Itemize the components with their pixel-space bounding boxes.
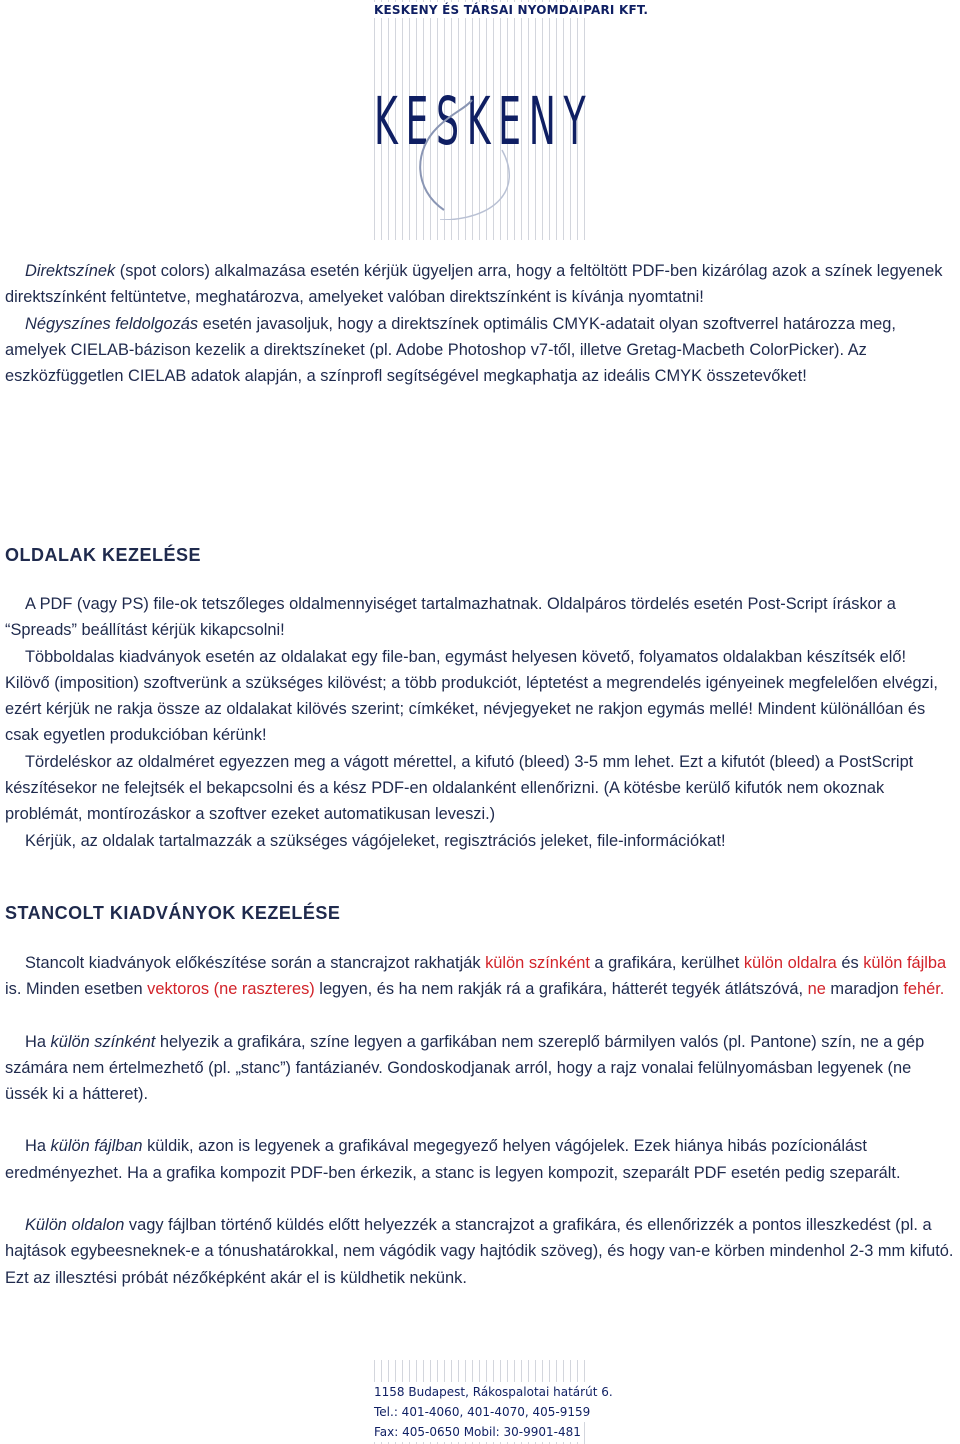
body-text: a grafikára, kerülhet [589,954,744,972]
section-paragraph [5,1133,955,1186]
section-paragraph [5,950,955,1003]
wordmark-letter: K [374,83,398,160]
footer-address: 1158 Budapest, Rákospalotai határút 6. [374,1382,613,1402]
footer-contact [374,1382,613,1442]
body-text: küldik, azon is legyenek a grafikával megegyező helyen vágójelek. Ezek hiánya hibás pozícionálást eredményezhet. Ha a grafika kompozit PDF-ben érkezik, a stanc is legyen kompozit, szeparált PDF esetén pedig szeparált. [5,1137,901,1182]
highlighted-text: külön oldalra [743,954,837,972]
wordmark-letter: Y [563,83,586,160]
body-text: Stancolt kiadványok előkészítése során a stancrajzot rakhatják [25,954,486,972]
body-text: (spot colors) alkalmazása esetén kérjük ügyeljen arra, hogy a feltöltött PDF-ben kizárólag azok a színek legyenek direktszínként feltüntetve, meghatározva, amelyeket valóban direktszínként is kívánja nyomtatni! [5,262,943,307]
section-title: OLDALAK KEZELÉSE [5,545,202,565]
section-stancolt [5,900,955,926]
body-text: is. Minden esetben [5,980,148,999]
section-paragraph [5,1212,955,1291]
emphasis-text: külön színként [50,1032,156,1051]
wordmark-letter: K [466,83,491,160]
body-text: Többoldalas kiadványok esetén az oldalakat egy file-ban, egymást helyesen követő, folyamatos oldalakban készítsék elő! Kilövő (imposition) szoftverünk a szükséges kilövést; a több produkciót, léptetést a megrendelés igényeinek megfelelően elvégzi, ezért kérjük ne rakja össze az oldalakat kilövés szerint; címkéket, névjegyeket ne rakjon egymás mellé! Mindent különállóan és csak egyetlen produkcióban kérünk! [5,647,938,745]
highlighted-text: külön fájlba [863,954,947,972]
body-text: Tördeléskor az oldalméret egyezzen meg a vágott mérettel, a kifutó (bleed) 3-5 mm lehet. Ezt a kifutót (bleed) a PostScript készítésekor ne felejtsék el bekapcsolni és a kész PDF-en oldalanként ellenőrizni. (A kötésbe kerülő kifutók nem okoznak problémát, montírozáskor a szoftver ezeket automatikusan leveszi.) [5,752,914,824]
body-text: Ha [25,1032,51,1051]
section-paragraph [5,1029,955,1108]
section-paragraph [5,828,955,854]
section-oldalak [5,542,955,568]
intro-block [5,258,955,389]
body-text: és [836,954,864,972]
intro-paragraph-2 [5,311,955,390]
body-text: maradjon [825,980,904,999]
body-text: Kérjük, az oldalak tartalmazzák a szükséges vágójeleket, regisztrációs jeleket, file-információkat! [25,831,726,850]
intro-paragraph-1 [5,258,955,311]
body-text: helyezik a grafikára, színe legyen a garfikában nem szereplő bármilyen valós (pl. Pantone) szín, ne a gép számára nem értelmezhető (pl. „stanc”) fantázianév. Gondoskodjanak arról, hogy a rajz vonalai felülnyomásban legyenek (ne üssék ki a hátteret). [5,1032,925,1104]
body-text: Ha [25,1137,51,1156]
section-oldalak-body [5,591,955,854]
highlighted-text: külön színként [485,954,590,972]
body-text: vagy fájlban történő küldés előtt helyezzék a stancrajzot a grafikára, és ellenőrizzék a pontos illeszkedést (pl. a hajtások egybeesneknek-e a tónushatárokkal, nem vágódik vagy hajtódik szöveg), és hogy van-e körben mindenhol 2-3 mm kifutó. Ezt az illesztési próbát nézőképként akár el is küldhetik nekünk. [5,1216,954,1287]
wordmark-letter: S [436,83,460,160]
highlighted-text: ne [807,980,826,999]
section-paragraph [5,591,955,644]
body-text: A PDF (vagy PS) file-ok tetszőleges oldalmennyiséget tartalmazhatnak. Oldalpáros tördelés esetén Post-Script íráskor a “Spreads” beállítást kérjük kikapcsolni! [5,595,896,640]
wordmark-letter: N [528,83,556,160]
logo-swoosh [374,70,586,220]
highlighted-text: fehér. [903,980,945,999]
wordmark-letter: E [405,83,429,160]
section-title: STANCOLT KIADVÁNYOK KEZELÉSE [5,903,341,923]
emphasis-text: Direktszínek [25,262,116,280]
emphasis-text: Külön oldalon [25,1216,125,1235]
section-paragraph [5,644,955,749]
highlighted-text: vektoros (ne raszteres) [147,980,315,999]
footer-tel: Tel.: 401-4060, 401-4070, 405-9159 [374,1402,590,1422]
section-stancolt-body [5,950,955,1291]
emphasis-text: Négyszínes feldolgozás [25,314,199,333]
emphasis-text: külön fájlban [50,1137,143,1156]
section-paragraph [5,749,955,828]
footer-fax: Fax: 405-0650 Mobil: 30-9901-481 [374,1422,581,1442]
wordmark-letter: E [498,83,522,160]
body-text: legyen, és ha nem rakják rá a grafikára, hátterét tegyék átlátszóvá, [314,980,808,999]
body-text: esetén javasoljuk, hogy a direktszínek optimális CMYK-adatait olyan szoftverrel határozza meg, amelyek CIELAB-bázison kezelik a direktszíneket (pl. Adobe Photoshop v7-től, illetve Gretag-Macbeth ColorPicker). Az eszközfüggetlen CIELAB adatok alapján, a színprofl segítségével megkaphatja az ideális CMYK összetevőket! [5,314,896,386]
company-name: KESKENY ÉS TÁRSAI NYOMDAIPARI KFT. [374,3,649,17]
